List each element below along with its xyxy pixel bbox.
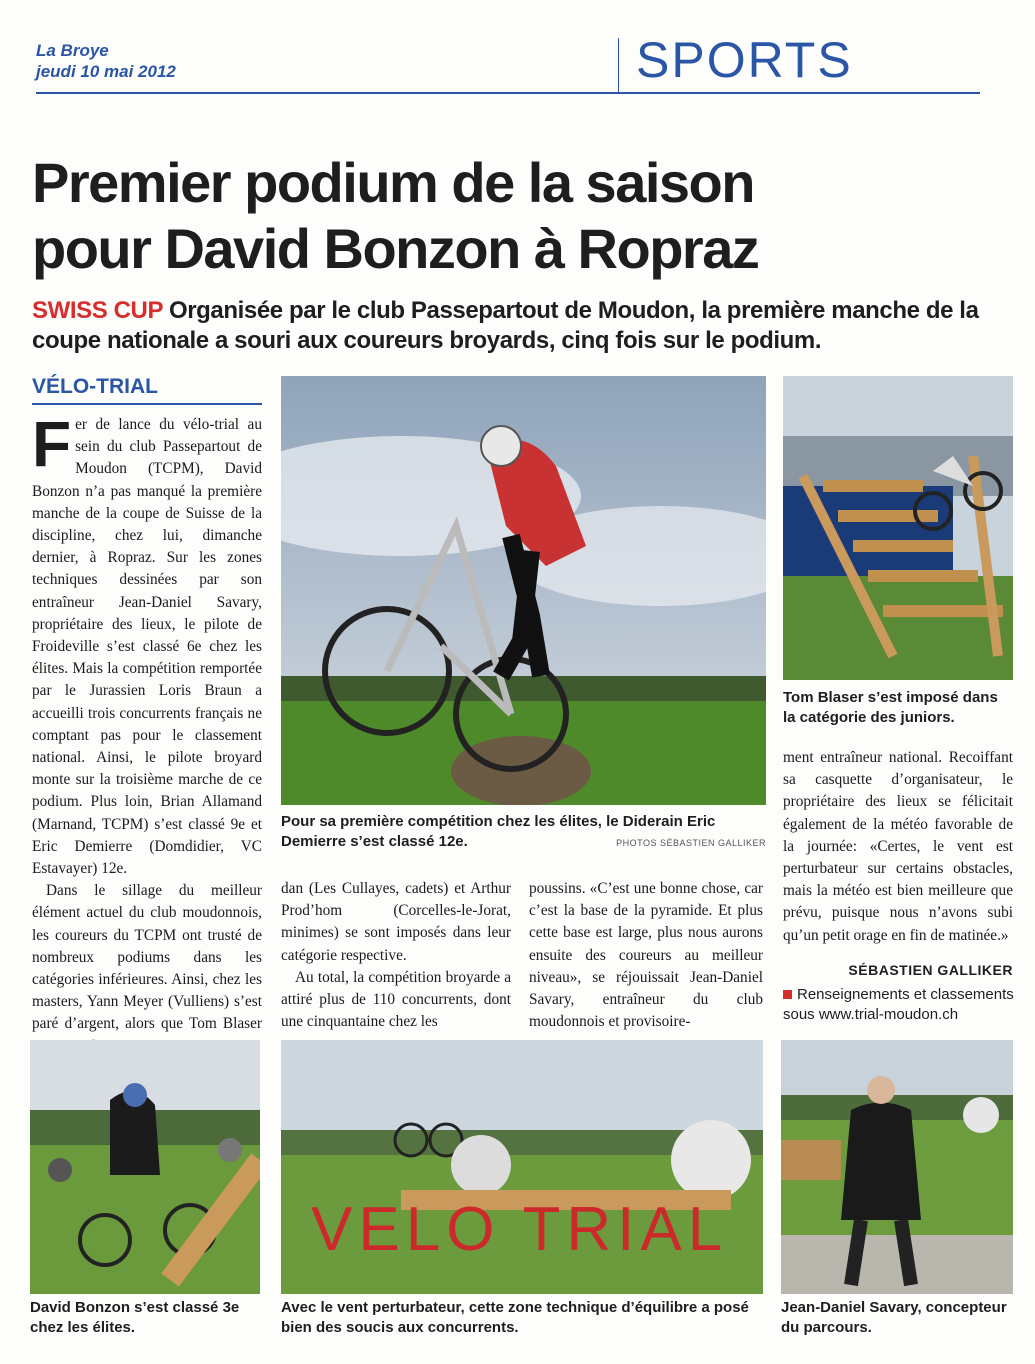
paragraph-text: er de lance du vélo-trial au sein du club Passepartout de Moudon (TCPM), David Bonzon n’a pas manqué la première manche de la coupe de Suisse de la discipline, chez lui, dimanche dernier, à Ropraz. Sur les zones techniques dessinées par son entraîneur Jean-Daniel Savary, propriétaire des lieux, le pilote de Froideville s’est classé 6e chez les élites. Mais la compétition remportée par le Jurassien Loris Braun a accueilli trois concurrents français ne comptant pas pour le classement national. Ainsi, le pilote broyard monte sur la troisième marche de ce podium. Plus loin, Brian Allamand (Marnand, TCPM) s’est classé 9e et Eric Demierre (Domdidier, VC Estavayer) 12e. — [32, 416, 262, 878]
technical-zone-caption: Avec le vent perturbateur, cette zone technique d’équilibre a posé bien des soucis aux concurrents. — [281, 1299, 749, 1336]
headline-line-1: Premier podium de la saison — [32, 151, 754, 214]
david-bonzon-photo — [30, 1040, 260, 1294]
david-bonzon-caption: David Bonzon s’est classé 3e chez les élites. — [30, 1299, 240, 1336]
paragraph: dan (Les Cullayes, cadets) et Arthur Prod’hom (Corcelles-le-Jorat, minimes) se sont imposés dans leur catégorie respective. — [281, 880, 511, 964]
photo-credit: PHOTOS SÉBASTIEN GALLIKER — [616, 838, 766, 848]
newspaper-header — [36, 40, 176, 82]
article-column-4 — [783, 747, 1013, 947]
article-headline — [32, 150, 992, 282]
header-divider — [618, 38, 619, 92]
red-square-icon — [783, 990, 792, 999]
lede-kicker: SWISS CUP — [32, 297, 163, 324]
section-title: SPORTS — [636, 32, 853, 88]
subsection-text: VÉLO-TRIAL — [32, 375, 158, 398]
main-photo-caption: Pour sa première compétition chez les élites, le Diderain Eric Demierre s’est classé 12e. — [281, 813, 716, 850]
jean-daniel-savary-photo — [781, 1040, 1013, 1294]
info-text-1: Renseignements et classements — [797, 986, 1014, 1003]
article-column-1 — [32, 408, 262, 1058]
headline-line-2: pour David Bonzon à Ropraz — [32, 217, 759, 280]
david-bonzon-photo-image — [30, 1040, 260, 1294]
article-column-2 — [281, 878, 511, 1033]
tom-blaser-photo — [783, 376, 1013, 680]
info-box — [783, 985, 1023, 1025]
velo-trial-sign: VELO TRIAL — [311, 1195, 729, 1264]
main-photo-trial-rider — [281, 376, 766, 805]
technical-zone-photo — [281, 1040, 763, 1294]
info-line-1 — [783, 985, 1023, 1005]
paragraph: Dans le sillage du meilleur élément actuel du club moudonnois, les coureurs du TCPM ont trusté de nombreux podiums dans les catégories inférieures. Ainsi, chez les masters, Yann Meyer (Vulliens) s’est paré d’argent, alors que Tom Blaser — [32, 882, 262, 1033]
drop-cap: F — [32, 408, 72, 480]
tom-blaser-photo-image — [783, 376, 1013, 680]
article-lede — [32, 296, 1012, 356]
savary-caption: Jean-Daniel Savary, concepteur du parcours. — [781, 1299, 1007, 1336]
main-photo-image — [281, 376, 766, 805]
technical-zone-photo-image — [281, 1040, 763, 1294]
tom-blaser-caption: Tom Blaser s’est imposé dans la catégorie des juniors. — [783, 689, 998, 726]
newspaper-name: La Broye — [36, 41, 109, 60]
paragraph — [32, 408, 262, 880]
issue-date: jeudi 10 mai 2012 — [36, 62, 176, 81]
lede-text: Organisée par le club Passepartout de Moudon, la première manche de la coupe nationale a souri aux coureurs broyards, cinq fois sur le podium. — [32, 297, 979, 354]
paragraph: poussins. «C’est une bonne chose, car c’est la base de la pyramide. Et plus cette base est large, plus nous aurons ensuite des coureurs au meilleur niveau», se réjouissait Jean-Daniel Savary, entraîneur du club moudonnois et provisoire- — [529, 880, 763, 1031]
article-column-3 — [529, 878, 763, 1033]
subsection-label — [32, 375, 262, 405]
paragraph: Au total, la compétition broyarde a attiré plus de 110 concurrents, dont une cinquantaine chez les — [281, 968, 511, 1031]
header-rule — [36, 92, 980, 94]
savary-photo-image — [781, 1040, 1013, 1294]
paragraph: ment entraîneur national. Recoiffant sa casquette d’organisateur, le propriétaire des lieux se félicitait également de la météo favorable de la journée: «Certes, le vent est perturbateur sur certains obstacles, mais la météo est bien meilleure que prévu, puisque nous n’avons subi qu’un petit orage en fin de matinée.» — [783, 749, 1013, 944]
info-line-2: sous www.trial-moudon.ch — [783, 1006, 959, 1023]
author-signature: SÉBASTIEN GALLIKER — [848, 962, 1013, 978]
